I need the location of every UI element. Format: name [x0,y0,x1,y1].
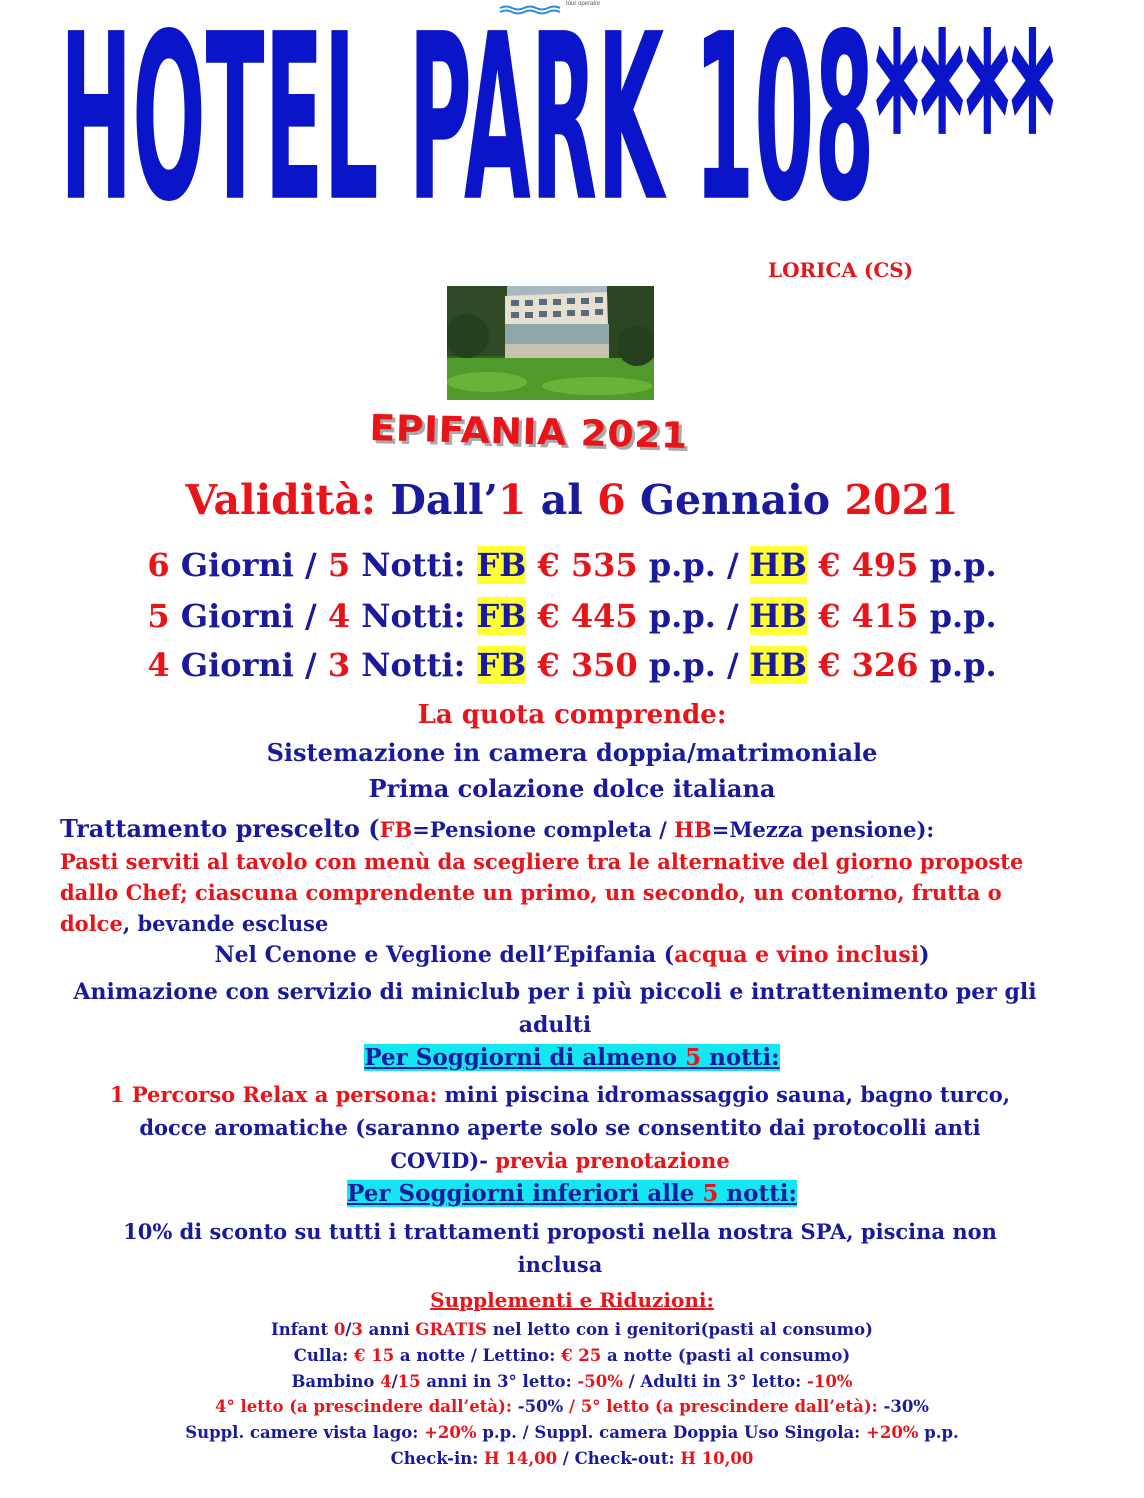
includes-room: Sistemazione in camera doppia/matrimoniale [266,738,878,767]
spa-discount: 10% di sconto su tutti i trattamenti proposti nella nostra SPA, piscina non inclusa [123,1219,997,1277]
price-days: 4 [147,646,170,684]
supp-value: 4 [380,1372,392,1391]
dinner-highlight: acqua e vino inclusi [674,942,920,968]
supp-text: / [345,1320,352,1339]
treatment-hb: HB [674,817,712,842]
supp-value: +20% [866,1423,919,1442]
price-fb-unit: p.p. / [648,646,739,684]
price-fb-unit: p.p. / [648,597,739,635]
supp-text: Culla: [293,1346,354,1365]
supp-text: / Adulti in 3° letto: [622,1372,807,1391]
meals-text: Pasti serviti al tavolo con menù da scegliere tra le alternative del giorno proposte dallo Chef; ciascuna comprendente un primo, un secondo, un contorno, frutta o dolce [60,849,1024,936]
supp-text: Check-in: [390,1449,485,1468]
price-hb-unit: p.p. [929,597,997,635]
supp-text: Suppl. camere vista lago: [185,1423,425,1442]
supp-text: 4° letto (a prescindere dall’età): [214,1397,518,1416]
price-days: 5 [147,597,170,635]
price-hb-amount: € 415 [818,597,919,635]
dinner-text: Nel Cenone e Veglione dell’Epifania ( [214,942,675,968]
supp-value: +20% [424,1423,477,1442]
includes-title: La quota comprende: [417,700,727,730]
supp-value: 0 [333,1320,346,1339]
supp-text: / [391,1372,398,1391]
supplement-extra-bed [0,1397,1144,1416]
price-fb-amount: € 535 [537,546,638,584]
validity-line [0,476,1144,524]
event-title: EPIFANIA 2021 [368,408,689,457]
supp-value: € 15 [354,1346,395,1365]
includes-breakfast: Prima colazione dolce italiana [368,774,776,803]
includes-animation: Animazione con servizio di miniclub per i più piccoli e intrattenimento per gli adulti [73,979,1037,1038]
price-nights: 4 [327,597,351,635]
supp-text: Infant [271,1320,334,1339]
supplement-child [0,1372,1144,1391]
supplement-cot [0,1346,1144,1365]
meals-description [60,846,1070,939]
relax-note: previa prenotazione [495,1148,730,1173]
supp-value: -10% [807,1372,853,1391]
min-stay-title [0,1044,1144,1071]
supp-value: H 14,00 [484,1449,558,1468]
location-label: LORICA (CS) [768,258,914,282]
price-hb-amount: € 495 [818,546,919,584]
hotel-title-letters [60,8,1055,252]
supp-value: € 25 [561,1346,602,1365]
dinner-close: ) [919,942,930,968]
supp-value: 15 [397,1372,421,1391]
validity-from-text: Dall’ [390,476,498,524]
supplements-title: Supplementi e Riduzioni: [430,1288,714,1312]
includes-treatment [60,814,934,843]
hotel-title-text: HOTEL PARK 108**** [60,8,1055,253]
meals-suffix: , bevande escluse [122,911,329,936]
short-stay-heading [347,1180,797,1207]
price-days: 6 [147,546,170,584]
supp-text: a notte / Lettino: [394,1346,562,1365]
price-nights: 5 [327,546,351,584]
supp-value: -30% [883,1397,929,1416]
price-fb-badge: FB [476,546,527,584]
includes-dinner [0,942,1144,968]
checkin-checkout [0,1449,1144,1468]
relax-description [90,1078,1030,1177]
validity-from-day: 1 [497,476,527,524]
price-row [0,546,1144,584]
supp-value: -50% [517,1397,564,1416]
validity-month: Gennaio [639,476,831,524]
validity-to-day: 6 [597,476,626,524]
supp-value: 3 [351,1320,363,1339]
treatment-fb: FB [379,817,413,842]
price-row [0,597,1144,635]
price-days-label: Giorni / [180,546,317,584]
treatment-fb-text: =Pensione completa / [412,817,675,842]
relax-text: mini piscina idromassaggio sauna, bagno turco, docce aromatiche (saranno aperte solo se consentito dai protocolli anti COVID)- [139,1082,1011,1173]
price-hb-badge: HB [749,646,808,684]
price-hb-amount: € 326 [818,646,919,684]
price-nights-label: Notti: [361,546,466,584]
price-fb-badge: FB [476,597,527,635]
min-stay-suffix: notti: [701,1044,780,1071]
min-stay-nights: 5 [685,1044,702,1071]
price-days-label: Giorni / [180,597,317,635]
supp-value: GRATIS [415,1320,487,1339]
supp-text: Bambino [291,1372,381,1391]
min-stay-prefix: Per Soggiorni di almeno [364,1044,686,1071]
short-stay-title [0,1180,1144,1207]
supp-text: nel letto con i genitori(pasti al consumo) [486,1320,873,1339]
supp-text: anni [362,1320,416,1339]
price-fb-badge: FB [476,646,527,684]
treatment-label: Trattamento prescelto ( [60,814,380,843]
treatment-hb-text: =Mezza pensione): [711,817,935,842]
supplement-lake-view [0,1423,1144,1442]
hotel-building-photo [447,286,654,400]
supp-value: H 10,00 [680,1449,754,1468]
short-stay-suffix: notti: [718,1180,797,1207]
price-nights-label: Notti: [361,597,466,635]
min-stay-heading [364,1044,779,1071]
supp-text: / 5° letto (a prescindere dall’età): [563,1397,884,1416]
price-fb-amount: € 350 [537,646,638,684]
supplement-infant [0,1320,1144,1339]
price-days-label: Giorni / [180,646,317,684]
price-row [0,646,1144,684]
supp-text: p.p. / Suppl. camera Doppia Uso Singola: [476,1423,867,1442]
supp-text: / Check-out: [557,1449,681,1468]
price-fb-unit: p.p. / [648,546,739,584]
logo-caption: tour operator [566,1,601,7]
price-hb-badge: HB [749,597,808,635]
relax-label: 1 Percorso Relax a persona: [109,1082,438,1107]
supp-value: -50% [577,1372,623,1391]
supp-text: a notte (pasti al consumo) [601,1346,851,1365]
supp-text: p.p. [918,1423,959,1442]
short-stay-nights: 5 [702,1180,719,1207]
short-stay-prefix: Per Soggiorni inferiori alle [347,1180,703,1207]
price-hb-unit: p.p. [929,646,997,684]
validity-year: 2021 [844,476,959,524]
validity-label: Validità: [185,476,377,524]
price-fb-amount: € 445 [537,597,638,635]
price-hb-unit: p.p. [929,546,997,584]
validity-to-text: al [540,476,583,524]
supp-text: anni in 3° letto: [420,1372,578,1391]
price-nights-label: Notti: [361,646,466,684]
hotel-title [58,8,1058,258]
price-nights: 3 [327,646,351,684]
price-hb-badge: HB [749,546,808,584]
